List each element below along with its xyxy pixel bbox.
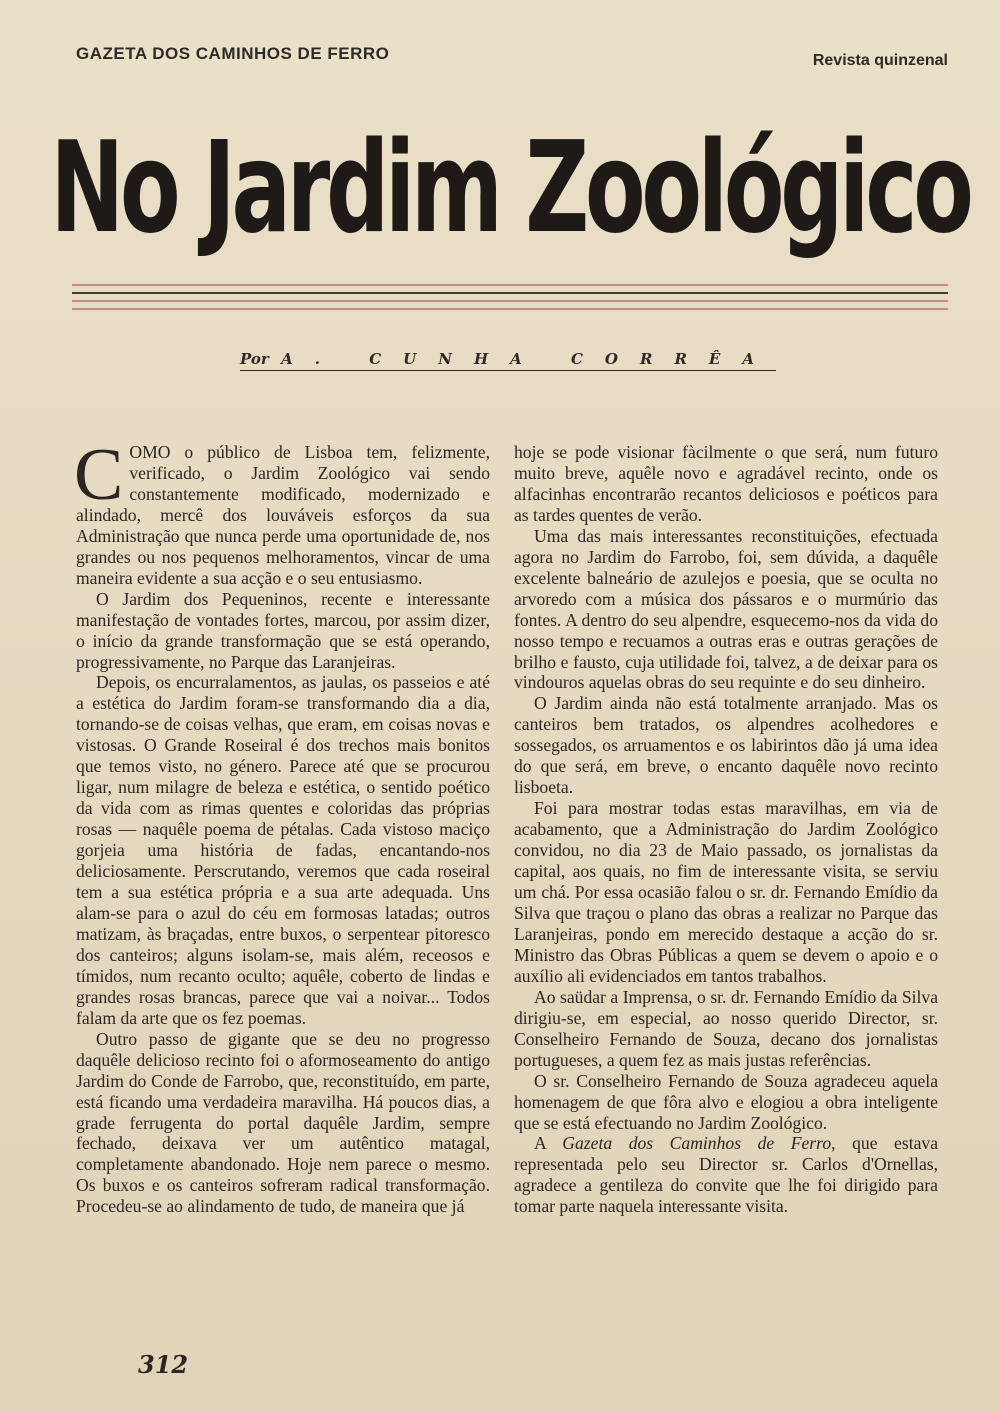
publication-frequency: Revista quinzenal	[812, 52, 948, 69]
byline-author: A. CUNHA CORRÊA	[281, 350, 776, 368]
paragraph: COMO o público de Lisboa tem, felizmente, verificado, o Jardim Zoológico vai sendo constantemente modificado, modernizado e alindado, mercê dos louváveis esforços da sua Administração que nunca perde uma oportunidade de, nos grandes ou nos pequenos melhoramentos, vincar de uma maneira evidente a sua acção e o seu entusiasmo.	[74, 434, 490, 588]
closing-paragraph: A Gazeta dos Caminhos de Ferro, que estava representada pelo seu Director sr. Carlos d'Ornellas, agradece a gentileza do convite que lhe foi dirigido para tomar parte naquela interessante visita.	[514, 1133, 939, 1217]
paragraph: hoje se pode visionar fàcilmente o que será, num futuro muito breve, aquêle novo e agradável recinto, onde os alfacinhas encontrarão recantos deliciosos e poéticos para as tardes quentes de verão.	[514, 442, 938, 525]
left-column	[74, 434, 490, 1217]
paragraph: Uma das mais interessantes reconstituições, efectuada agora no Jardim do Farrobo, foi, sem dúvida, a daquêle excelente balneário de azulejos e poesia, que se oculta no arvoredo com a música dos pássaros e o murmúrio das fontes. A dentro do seu alpendre, esquecemo-nos da vida do nosso tempo e recuamos a outras eras e outras gerações de brilho e fausto, cuja utilidade foi, talvez, a de deixar para os vindouros aquelas obras do seu requinte e do seu dinheiro.	[514, 525, 938, 693]
paragraph: O Jardim ainda não está totalmente arranjado. Mas os canteiros bem tratados, os alpendres acolhedores e sossegados, os arruamentos e os labirintos dão já uma idea do que será, em breve, o encanto daquêle novo recinto lisboeta.	[514, 693, 938, 798]
paragraph: Depois, os encurralamentos, as jaulas, os passeios e até a estética do Jardim foram-se transformando dia a dia, tornando-se de coisas velhas, que eram, em coisas novas e vistosas. O Grande Roseiral é dos trechos mais bonitos que temos visto, no género. Parece até que se procurou ligar, num milagre de beleza e estética, o sentido poético da vida com as rimas quentes e coloridas das próprias rosas — naquêle poema de pétalas. Cada vistoso maciço gorjeia uma história de fadas, encantando-nos deliciosamente. Perscrutando, veremos que cada roseiral tem a sua estética própria e a sua arte adequada. Uns alam-se para o azul do céu em formosas latadas; outros matizam, às braçadas, entre buxos, o serpentear pitoresco dos canteiros; alguns isolam-se, mais além, receosos e tímidos, num recanto oculto; aquêle, coberto de lindas e grandes rosas brancas, parece que vai a noivar... Todos falam da arte que os fez poemas.	[76, 672, 490, 1028]
article-title: No Jardim Zoológico	[50, 113, 970, 261]
paragraph: Ao saüdar a Imprensa, o sr. dr. Fernando Emídio da Silva dirigiu-se, em especial, ao nosso querido Director, sr. Conselheiro Fernando de Souza, decano dos jornalistas portugueses, a quem fez as mais justas referências.	[514, 986, 938, 1070]
paragraph: O Jardim dos Pequeninos, recente e interessante manifestação de vontades fortes, marcou, por assim dizer, o início da grande transformação que se está operando, progressivamente, no Parque das Laranjeiras.	[76, 588, 490, 672]
page-number: 312	[138, 1350, 189, 1379]
right-column	[514, 442, 938, 1217]
publication-reference: Gazeta dos Caminhos de Ferro,	[562, 1133, 836, 1154]
title-rules	[72, 284, 948, 318]
byline-prefix: Por	[240, 350, 269, 368]
byline	[240, 350, 776, 371]
drop-cap: C	[74, 434, 124, 516]
paragraph: O sr. Conselheiro Fernando de Souza agradeceu aquela homenagem de que fôra alvo e elogiou a obra inteligente que se está efectuando no Jardim Zoológico.	[514, 1070, 938, 1133]
publication-name: GAZETA DOS CAMINHOS DE FERRO	[76, 44, 390, 63]
paragraph: Foi para mostrar todas estas maravilhas, em via de acabamento, que a Administração do Jardim Zoológico convidou, no dia 23 de Maio passado, os jornalistas da capital, aos quais, no fim de interessante visita, se serviu um chá. Por essa ocasião falou o sr. dr. Fernando Emídio da Silva que traçou o plano das obras a realizar no Parque das Laranjeiras, pondo em merecido destaque a acção do sr. Ministro das Obras Públicas a quem se devem o apoio e o auxílio ali evidenciados em tantos trabalhos.	[514, 798, 938, 986]
paragraph: Outro passo de gigante que se deu no progresso daquêle delicioso recinto foi o aformoseamento do antigo Jardim do Conde de Farrobo, que, reconstituído, em parte, está ficando uma verdadeira maravilha. Há poucos dias, a grade ferrugenta do portal daquêle Jardim, sempre fechado, deixava ver um autêntico matagal, completamente abandonado. Hoje nem parece o mesmo. Os buxos e os canteiros sofreram radical transformação. Procedeu-se ao alindamento de tudo, de maneira que já	[76, 1028, 490, 1217]
